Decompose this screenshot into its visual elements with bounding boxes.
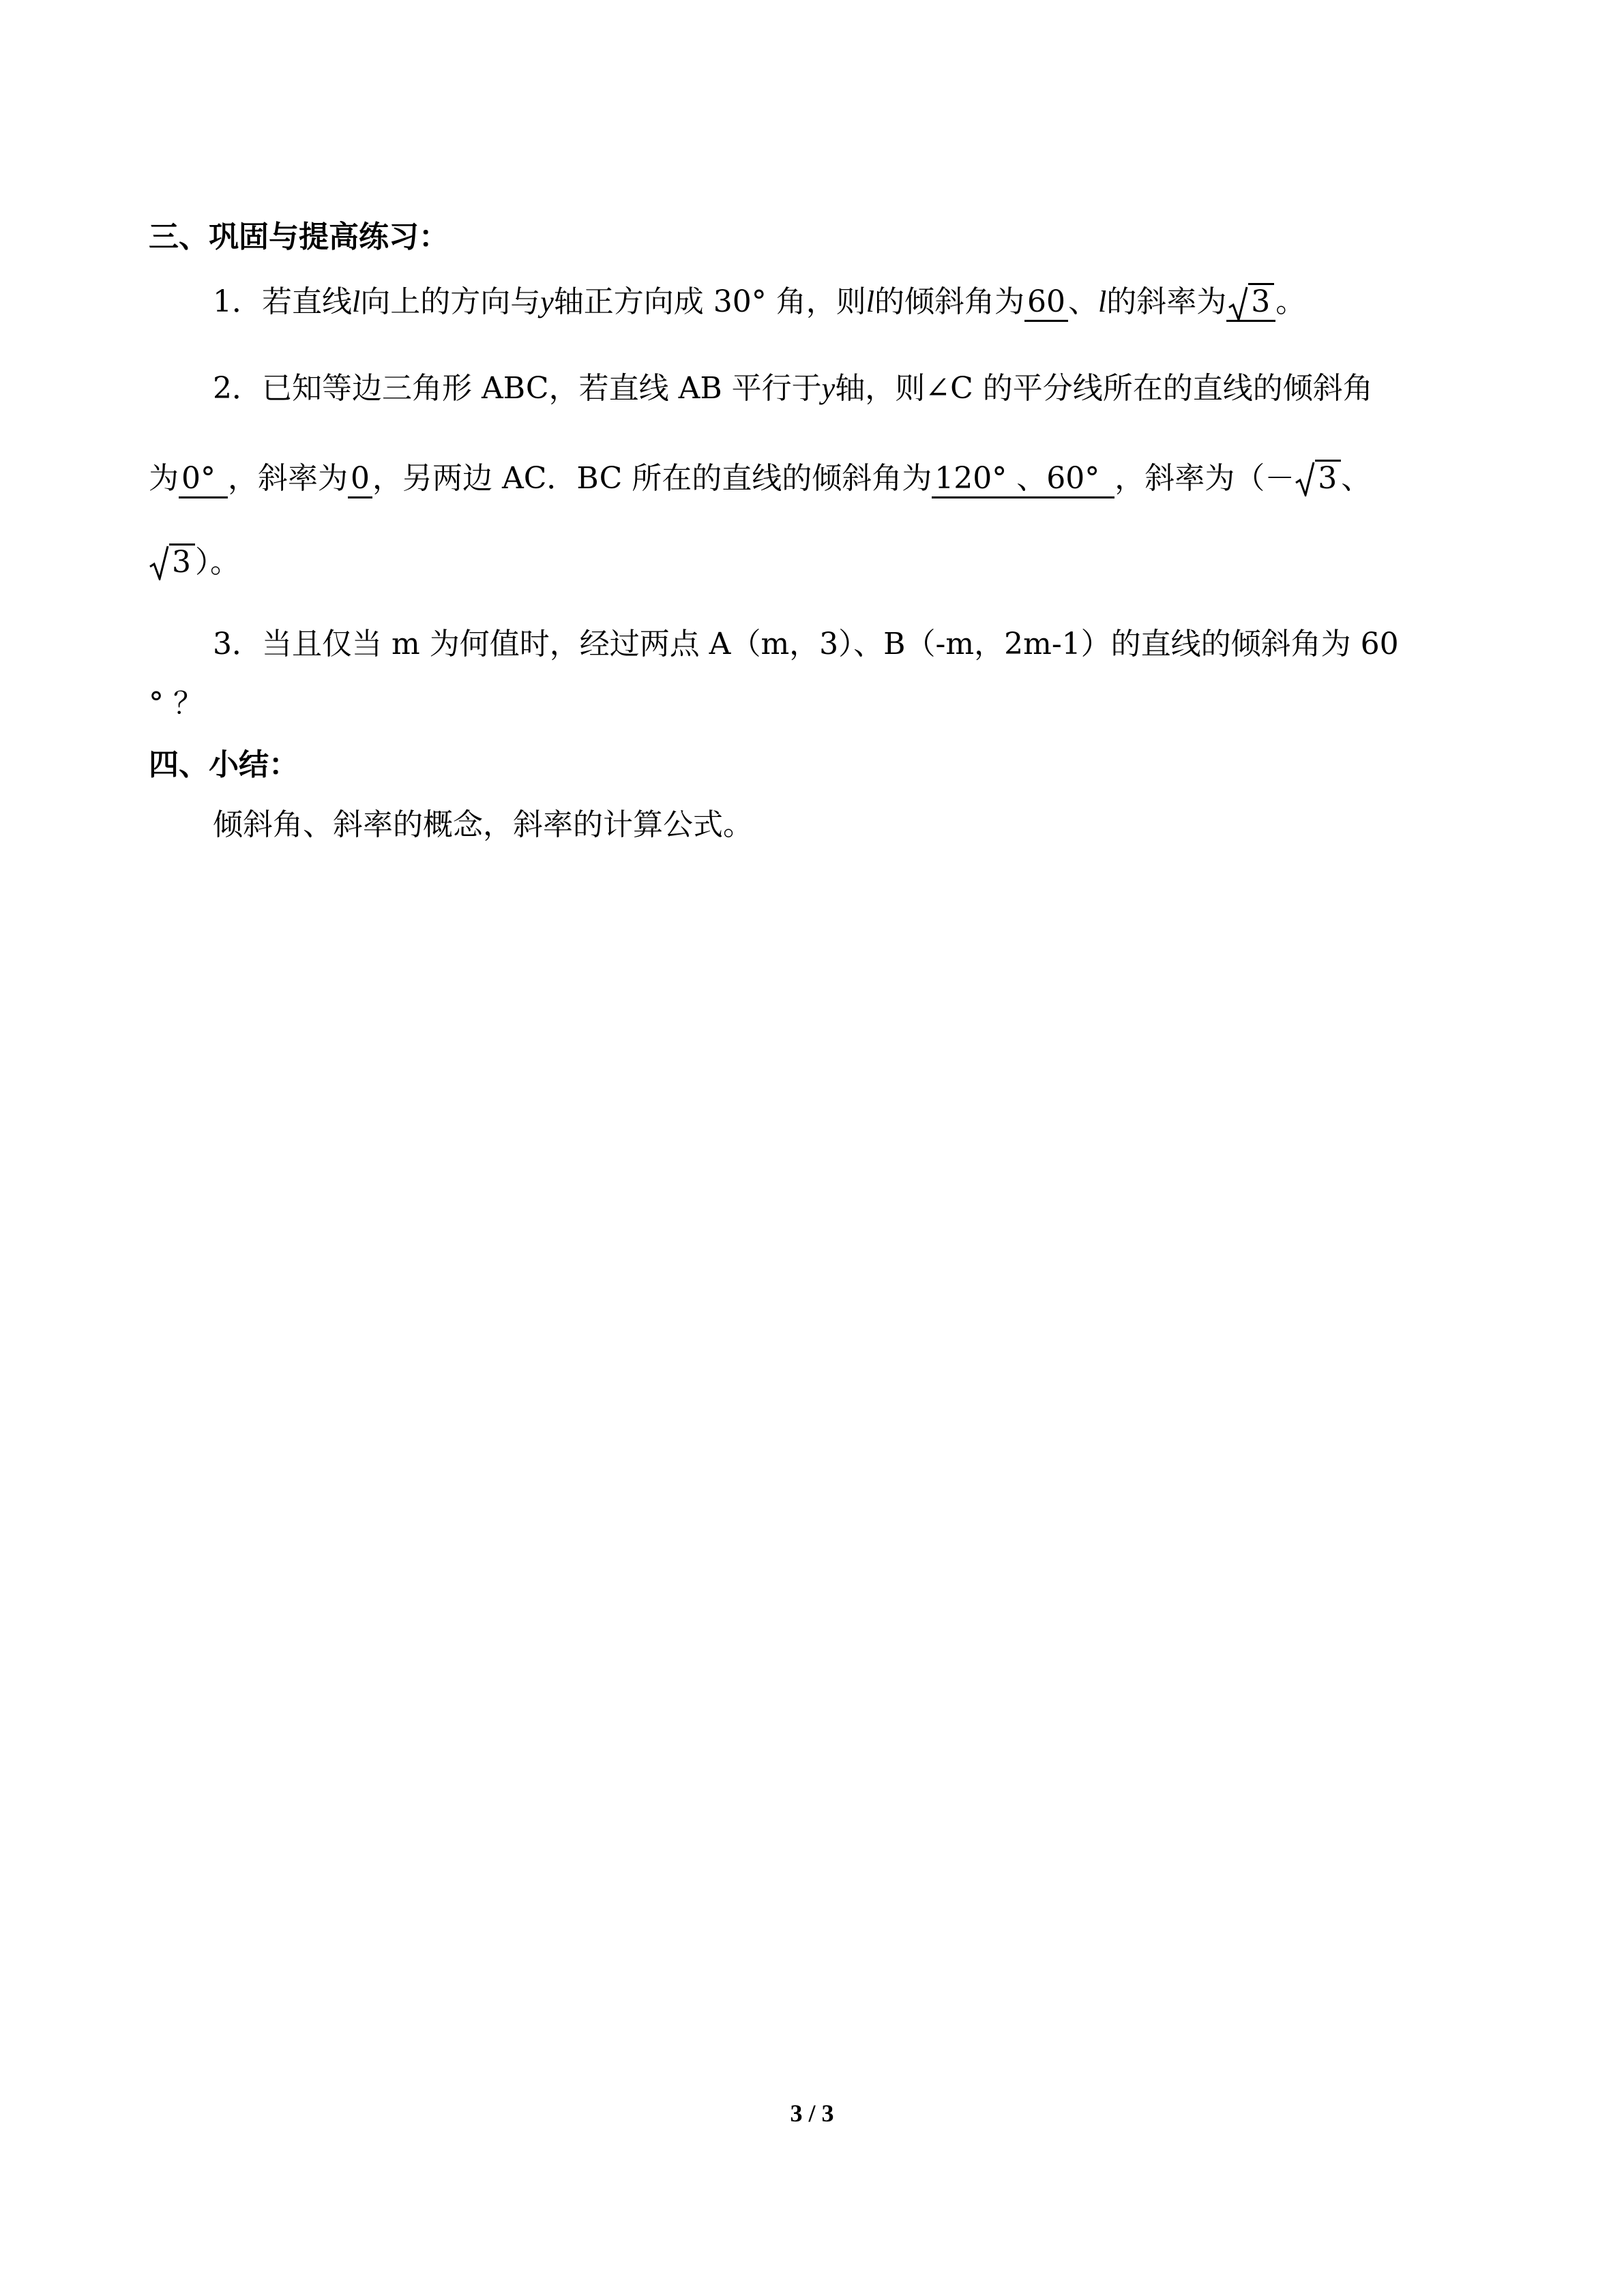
q2-number: 2． [213, 371, 262, 406]
q2-answer-slope: 0 [348, 461, 372, 498]
q1-text-b: 向上的方向与 [360, 284, 541, 319]
question-2-line-2 [149, 458, 1371, 499]
q2-answer-angle: 0° [179, 461, 228, 498]
question-1 [213, 282, 1305, 323]
q2-text-a: 已知等边三角形 ABC，若直线 AB 平行于 [262, 371, 822, 406]
page-number: 3 / 3 [790, 2100, 834, 2127]
q1-radicand: 3 [1248, 283, 1274, 319]
q1-answer-angle: 60 [1024, 284, 1068, 322]
q1-var-l: l [352, 285, 361, 318]
question-3-line-1 [213, 624, 1399, 665]
q1-text-d: 的倾斜角为 [874, 284, 1024, 319]
q3-text-a: 当且仅当 m 为何值时，经过两点 A（m，3）、B（-m，2m-1）的直线的倾斜角为 60 [262, 627, 1399, 661]
q2-radicand-2: 3 [169, 543, 195, 580]
q2-radicand-1: 3 [1315, 460, 1341, 496]
q2-text-h: ）。 [195, 545, 240, 580]
q2-var-y: y [821, 372, 836, 405]
summary-text: 倾斜角、斜率的概念，斜率的计算公式。 [213, 807, 753, 842]
section-3-heading: 三、巩固与提高练习： [149, 220, 449, 254]
q1-text-g: 。 [1275, 284, 1306, 319]
q2-text-f: ，斜率为（－ [1114, 461, 1295, 496]
q1-var-l2: l [866, 285, 874, 318]
q1-answer-slope [1226, 283, 1275, 322]
q2-text-c: 为 [149, 461, 179, 496]
q1-var-y: y [540, 285, 554, 318]
q1-text-f: 的斜率为 [1106, 284, 1227, 319]
q2-text-e: ，另两边 AC．BC 所在的直线的倾斜角为 [372, 461, 932, 496]
question-3-line-2 [149, 683, 203, 724]
radical-sign-icon [1228, 286, 1248, 321]
q2-text-g: 、 [1341, 461, 1372, 496]
q1-text-c: 轴正方向成 30° 角，则 [553, 284, 866, 319]
q2-sqrt-1 [1295, 458, 1341, 499]
q1-number: 1． [213, 284, 262, 319]
q3-text-b: ° ？ [149, 686, 203, 721]
q1-sqrt [1228, 283, 1274, 320]
question-2-line-3 [149, 542, 240, 583]
q2-text-b: 轴，则∠C 的平分线所在的直线的倾斜角 [835, 371, 1373, 406]
q1-var-l3: l [1097, 285, 1107, 318]
q2-answer-angles: 120° 、60° [932, 461, 1114, 498]
section-4-heading: 四、小结： [149, 747, 299, 782]
q2-sqrt-2 [149, 542, 195, 583]
q1-text-e: 、 [1067, 284, 1098, 319]
radical-sign-icon [149, 545, 169, 580]
question-2-line-1 [213, 368, 1373, 409]
q1-text-a: 若直线 [262, 284, 352, 319]
q2-text-d: ，斜率为 [228, 461, 348, 496]
q3-number: 3． [213, 627, 262, 661]
radical-sign-icon [1295, 461, 1315, 496]
